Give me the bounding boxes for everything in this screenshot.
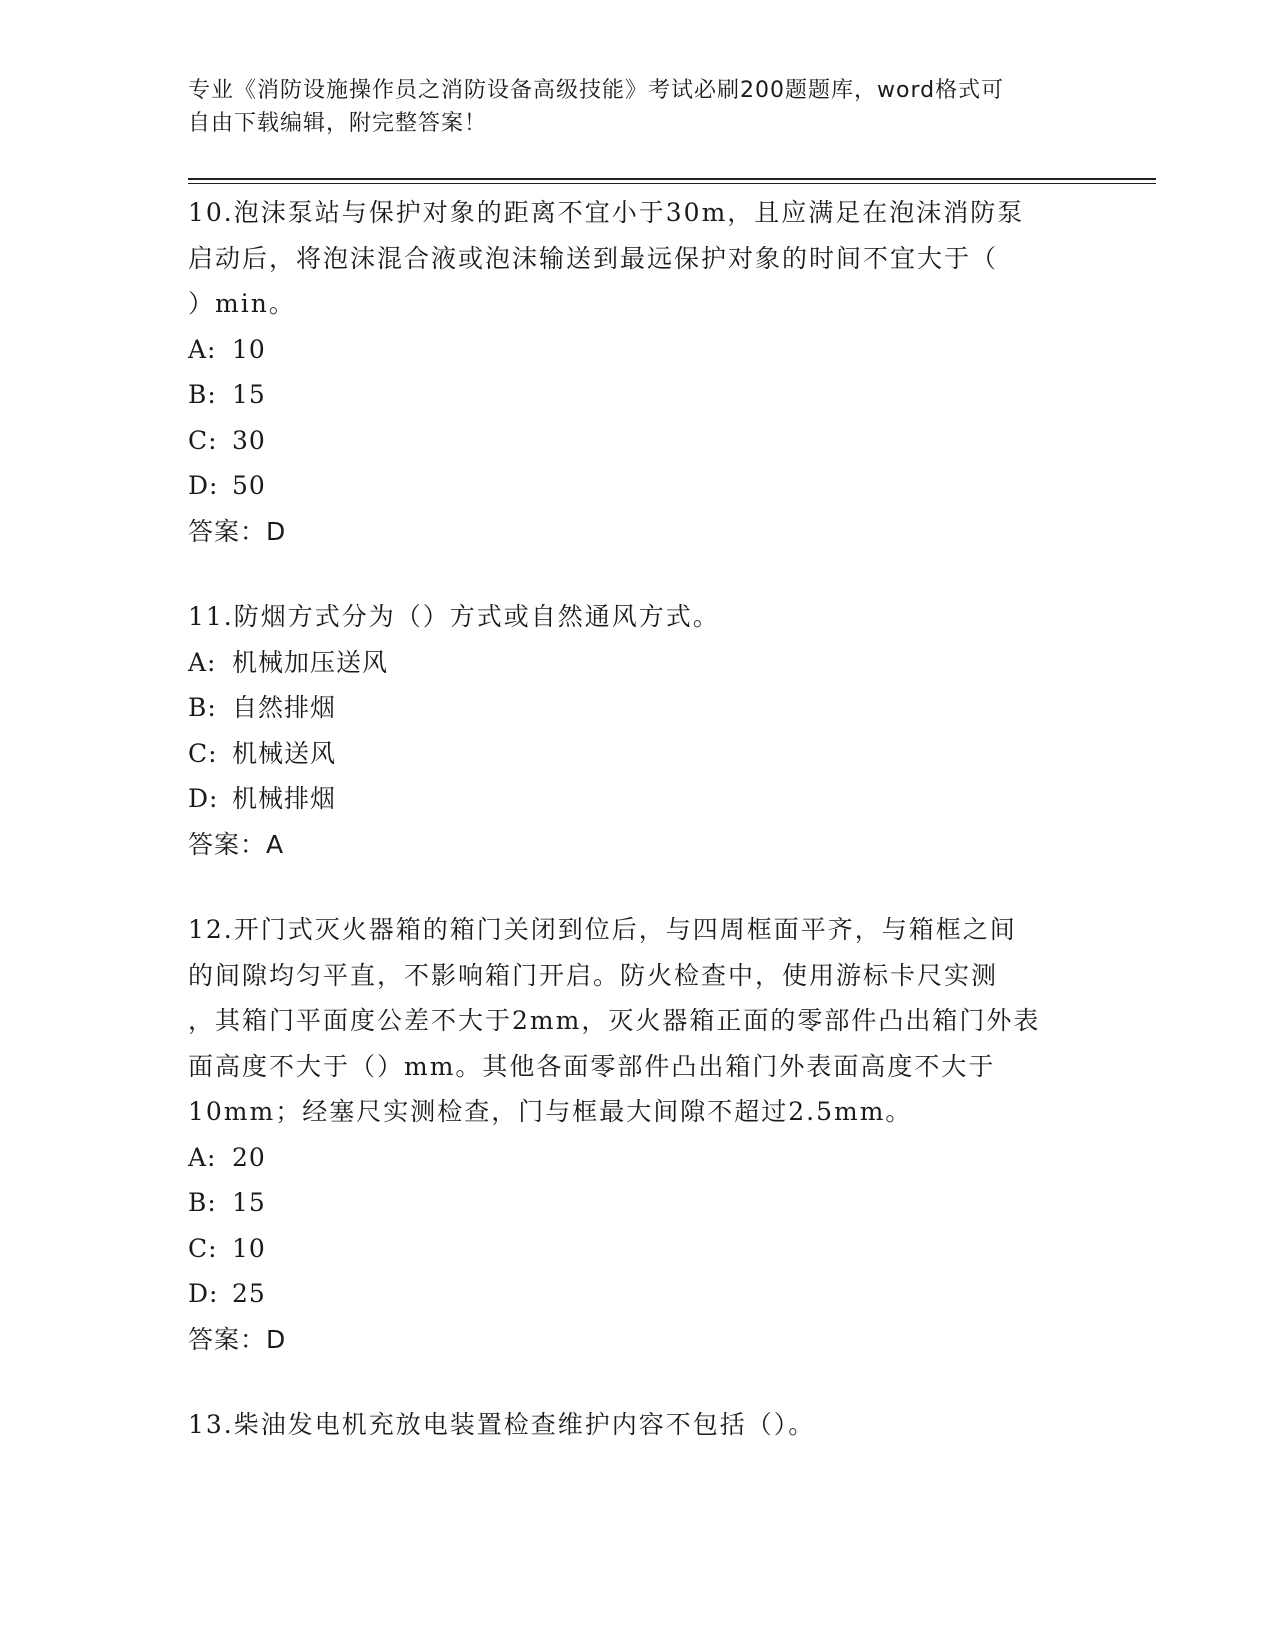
option-value: 20 (232, 1142, 266, 1172)
option-d (188, 463, 1088, 509)
question-text: 11.防烟方式分为（）方式或自然通风方式。 (188, 602, 720, 631)
option-c (188, 418, 1088, 464)
answer-label: 答案：D (188, 516, 287, 546)
option-key: C: (188, 1233, 218, 1263)
option-value: 自然排烟 (232, 693, 337, 722)
question-text: 10.泡沫泵站与保护对象的距离不宜小于30m，且应满足在泡沫消防泵 启动后，将泡沫混合液或泡沫输送到最远保护对象的时间不宜大于（ ）min。 (188, 198, 1025, 318)
option-c (188, 1226, 1088, 1272)
option-key: D: (188, 1279, 219, 1308)
option-key: A: (188, 647, 217, 677)
option-value: 机械送风 (232, 738, 337, 768)
document-header (188, 74, 1068, 140)
question-10 (188, 190, 1088, 554)
option-value: 10 (232, 334, 266, 364)
option-value: 15 (232, 1188, 266, 1217)
question-list (188, 190, 1088, 1488)
header-line-2: 自由下载编辑，附完整答案！ (188, 111, 488, 136)
answer-label: 答案：D (188, 1324, 287, 1354)
option-b (188, 1180, 1088, 1226)
question-12 (188, 907, 1088, 1362)
option-value: 机械加压送风 (232, 647, 389, 677)
header-line-1: 专业《消防设施操作员之消防设备高级技能》考试必刷200题题库，word格式可 (188, 78, 1005, 103)
option-key: C: (188, 425, 218, 455)
option-a (188, 640, 1088, 686)
option-value: 机械排烟 (232, 784, 337, 813)
question-11 (188, 594, 1088, 867)
option-c (188, 731, 1088, 777)
option-value: 10 (232, 1233, 266, 1263)
option-value: 30 (232, 425, 266, 455)
question-text: 12.开门式灭火器箱的箱门关闭到位后，与四周框面平齐，与箱框之间 的间隙均匀平直，不影响箱门开启。防火检查中，使用游标卡尺实测 ，其箱门平面度公差不大于2mm，灭火器箱正面的零部件凸出箱门外表 面高度不大于（）mm。其他各面零部件凸出箱门外表面高度不大于 10mm；经塞尺实测检查，门与框最大间隙不超过2.5mm。 (188, 915, 1041, 1126)
question-text: 13.柴油发电机充放电装置检查维护内容不包括（）。 (188, 1410, 816, 1439)
option-value: 50 (232, 471, 266, 500)
option-key: A: (188, 1142, 217, 1172)
option-value: 25 (232, 1279, 266, 1308)
option-key: B: (188, 693, 217, 722)
question-13 (188, 1402, 1088, 1448)
option-key: B: (188, 380, 217, 409)
option-key: A: (188, 334, 217, 364)
option-a (188, 327, 1088, 373)
option-key: C: (188, 738, 218, 768)
option-value: 15 (232, 380, 266, 409)
option-b (188, 685, 1088, 731)
option-b (188, 372, 1088, 418)
option-key: D: (188, 471, 219, 500)
answer-label: 答案：A (188, 829, 285, 859)
header-divider (188, 178, 1156, 184)
option-key: B: (188, 1188, 217, 1217)
option-a (188, 1135, 1088, 1181)
option-d (188, 1271, 1088, 1317)
option-d (188, 776, 1088, 822)
option-key: D: (188, 784, 219, 813)
